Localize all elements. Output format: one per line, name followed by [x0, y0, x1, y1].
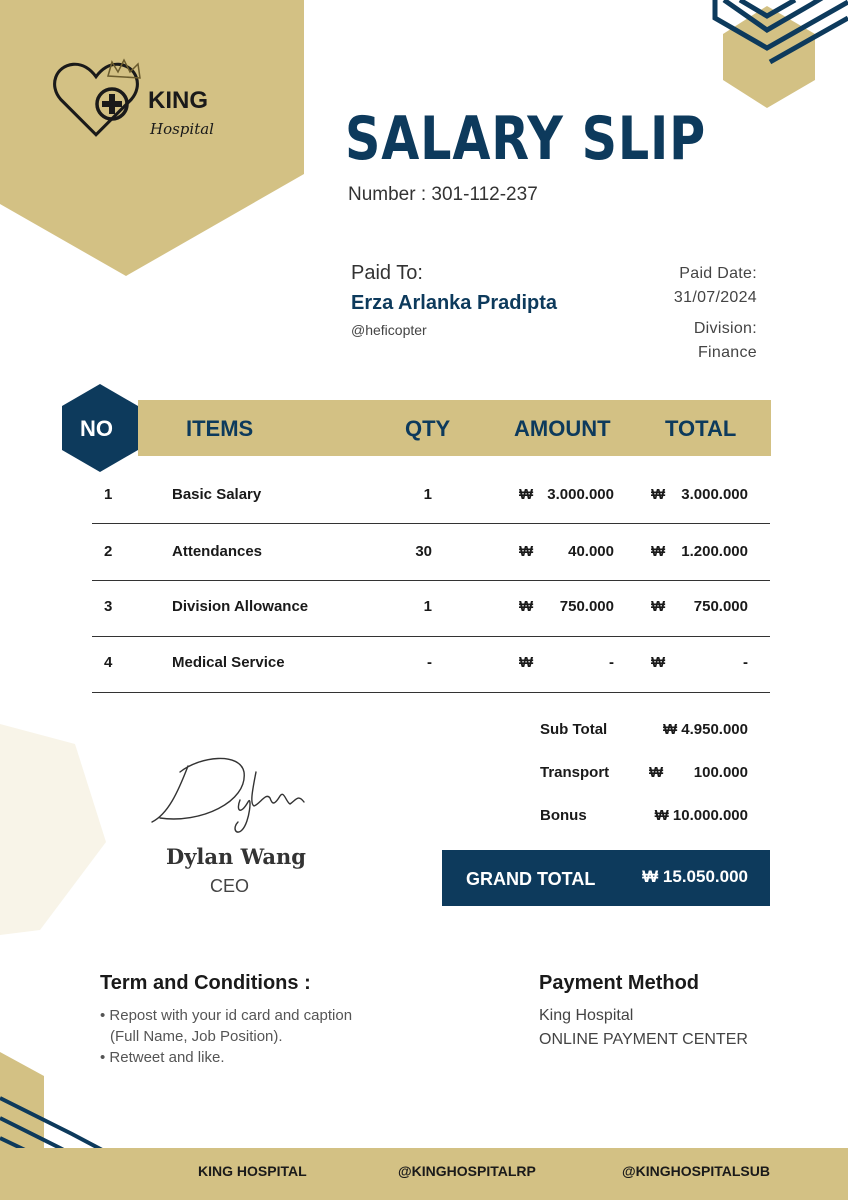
- terms-title: Term and Conditions :: [100, 972, 311, 994]
- row-item: Medical Service: [172, 654, 285, 671]
- row-amount: 750.000: [559, 598, 614, 615]
- row-divider: [92, 636, 770, 637]
- division-label: Division:: [693, 320, 757, 337]
- header-amount: AMOUNT: [514, 416, 611, 441]
- row-qty: 1: [423, 598, 432, 615]
- bonus-label: Bonus: [540, 807, 587, 824]
- footer-handle-sub: @KINGHOSPITALSUB: [622, 1163, 770, 1179]
- row-amount-currency: ₩: [519, 543, 534, 560]
- brand-logo: [52, 56, 214, 157]
- terms-line: (Full Name, Job Position).: [110, 1028, 283, 1045]
- grand-total-label: GRAND TOTAL: [466, 869, 596, 889]
- header-total: TOTAL: [665, 416, 737, 441]
- cream-pentagon: [0, 724, 106, 935]
- paid-to-label: Paid To:: [351, 262, 423, 284]
- payment-line: King Hospital: [539, 1007, 634, 1024]
- recipient-name: Erza Arlanka Pradipta: [351, 292, 558, 314]
- transport-currency: ₩: [649, 764, 664, 781]
- row-total-currency: ₩: [651, 543, 666, 560]
- row-no: 4: [104, 654, 113, 671]
- row-amount-currency: ₩: [519, 654, 534, 671]
- page-title: SALARY SLIP: [345, 104, 707, 174]
- division-value: Finance: [697, 344, 757, 361]
- row-item: Attendances: [172, 543, 263, 560]
- heart-cross-crown-icon: [52, 56, 152, 152]
- row-amount-currency: ₩: [519, 598, 534, 615]
- payment-line: ONLINE PAYMENT CENTER: [539, 1031, 748, 1048]
- row-item: Division Allowance: [172, 598, 309, 615]
- bonus-value: ₩ 10.000.000: [654, 807, 748, 824]
- recipient-handle: @heficopter: [351, 322, 427, 338]
- top-right-gold-hexagon: [723, 6, 815, 108]
- brand-tagline: Hospital: [150, 120, 214, 138]
- row-total: -: [743, 654, 748, 671]
- row-amount: 40.000: [568, 543, 614, 560]
- header-qty: QTY: [405, 416, 451, 441]
- row-qty: 1: [423, 486, 432, 503]
- row-divider: [92, 580, 770, 581]
- header-no: NO: [80, 416, 113, 441]
- slip-number: Number : 301-112-237: [348, 184, 538, 205]
- subtotal-value: ₩ 4.950.000: [662, 721, 748, 738]
- transport-label: Transport: [540, 764, 610, 781]
- row-total: 1.200.000: [681, 543, 748, 560]
- terms-line: • Retweet and like.: [100, 1049, 225, 1066]
- signature-image: [140, 742, 315, 838]
- row-total: 3.000.000: [681, 486, 748, 503]
- grand-total-box: [442, 850, 770, 906]
- row-total-currency: ₩: [651, 598, 666, 615]
- paid-date-value: 31/07/2024: [673, 289, 757, 306]
- top-left-gold-shape: [0, 0, 304, 276]
- grand-total-value: ₩ 15.050.000: [642, 867, 748, 886]
- row-divider: [92, 692, 770, 693]
- row-no: 2: [104, 543, 113, 560]
- row-total-currency: ₩: [651, 486, 666, 503]
- row-amount: -: [609, 654, 614, 671]
- header-items: ITEMS: [186, 416, 254, 441]
- footer-brand: KING HOSPITAL: [198, 1163, 307, 1179]
- row-amount-currency: ₩: [519, 486, 534, 503]
- row-amount: 3.000.000: [547, 486, 614, 503]
- row-no: 3: [104, 598, 113, 615]
- signer-name: Dylan Wang: [166, 844, 306, 869]
- payment-title: Payment Method: [539, 972, 700, 994]
- row-total-currency: ₩: [651, 654, 666, 671]
- footer-handle-rp: @KINGHOSPITALRP: [398, 1163, 536, 1179]
- terms-line: • Repost with your id card and caption: [100, 1007, 353, 1024]
- brand-name: KING: [148, 87, 208, 114]
- paid-date-label: Paid Date:: [679, 265, 757, 282]
- row-no: 1: [104, 486, 113, 503]
- terms-list: [100, 1005, 352, 1068]
- transport-value: 100.000: [693, 764, 748, 781]
- row-qty: 30: [415, 543, 432, 560]
- row-item: Basic Salary: [172, 486, 262, 503]
- row-divider: [92, 523, 770, 524]
- subtotal-label: Sub Total: [540, 721, 608, 738]
- row-qty: -: [427, 654, 432, 671]
- signer-role: CEO: [210, 876, 250, 896]
- row-total: 750.000: [693, 598, 748, 615]
